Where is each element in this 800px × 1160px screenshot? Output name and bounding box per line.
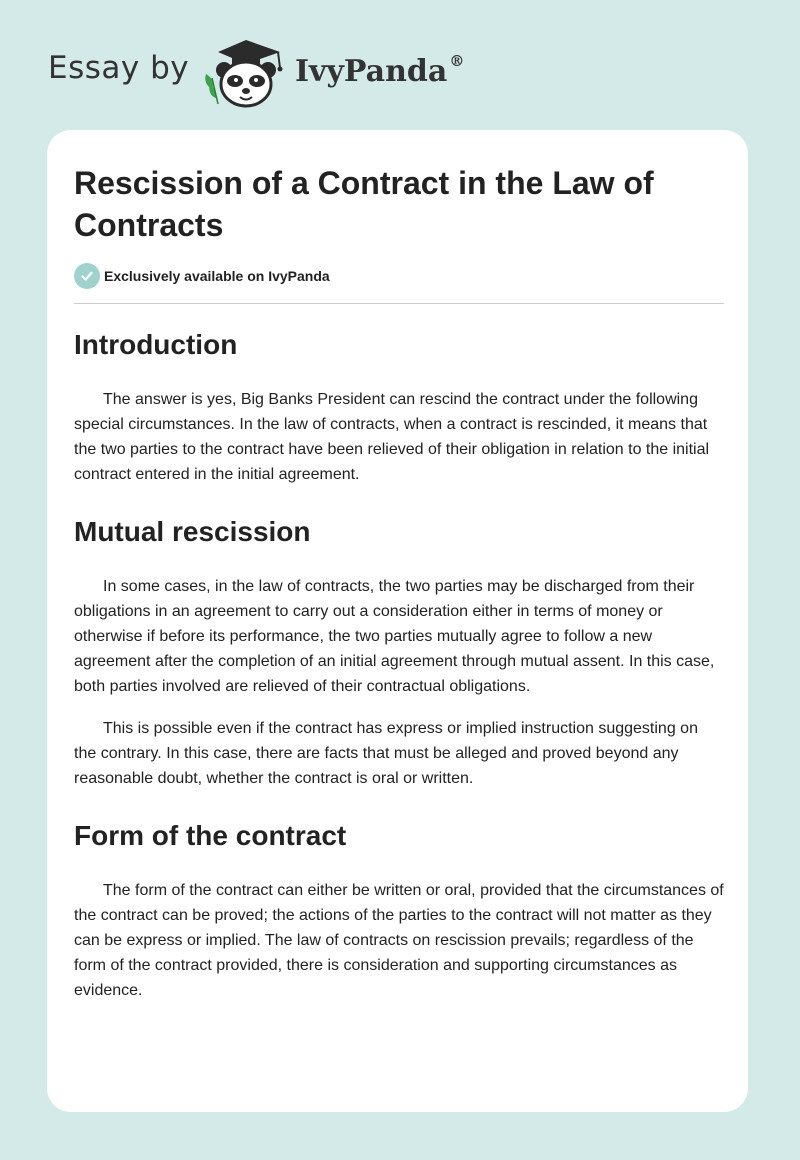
essay-card (47, 130, 748, 1112)
section-paragraph: The form of the contract can either be written or oral, provided that the circumstances of the contract can be proved; the actions of the parties to the contract will not matter as they can be express or implied. The law of contracts on rescission prevails; regardless of the form of the contract provided, there is consideration and supporting circumstances as evidence. (74, 882, 724, 999)
brand-name[interactable] (295, 54, 464, 89)
panda-graduate-icon[interactable] (200, 34, 292, 110)
section-heading-mutual-rescission: Mutual rescission (74, 516, 311, 547)
exclusive-badge-text: Exclusively available on IvyPanda (104, 268, 330, 284)
section-paragraph: In some cases, in the law of contracts, the two parties may be discharged from their obligations in an agreement to carry out a consideration either in terms of money or otherwise if before its performance, the two parties mutually agree to follow a new agreement after the completion of an initial agreement through mutual assent. In this case, both parties involved are relieved of their contractual obligations. (74, 578, 715, 695)
section-paragraph: The answer is yes, Big Banks President can rescind the contract under the following special circumstances. In the law of contracts, when a contract is rescinded, it means that the two parties to the contract have been relieved of their obligation in relation to the initial contract entered in the initial agreement. (74, 391, 710, 483)
registered-mark: ® (449, 52, 465, 70)
divider (74, 303, 724, 304)
check-circle-icon (74, 263, 100, 289)
section-paragraph: This is possible even if the contract has express or implied instruction suggesting on the contrary. In this case, there are facts that must be alleged and proved beyond any reasonable doubt, whether the contract is oral or written. (74, 720, 698, 787)
essay-by-label: Essay by (48, 50, 190, 86)
site-header (48, 34, 548, 114)
essay-title: Rescission of a Contract in the Law of Contracts (74, 165, 654, 243)
essay-content (74, 162, 724, 1003)
brand-text: IvyPanda (295, 54, 448, 89)
section-heading-introduction: Introduction (74, 329, 238, 360)
section-heading-form-of-contract: Form of the contract (74, 820, 347, 851)
exclusive-badge (74, 263, 724, 289)
